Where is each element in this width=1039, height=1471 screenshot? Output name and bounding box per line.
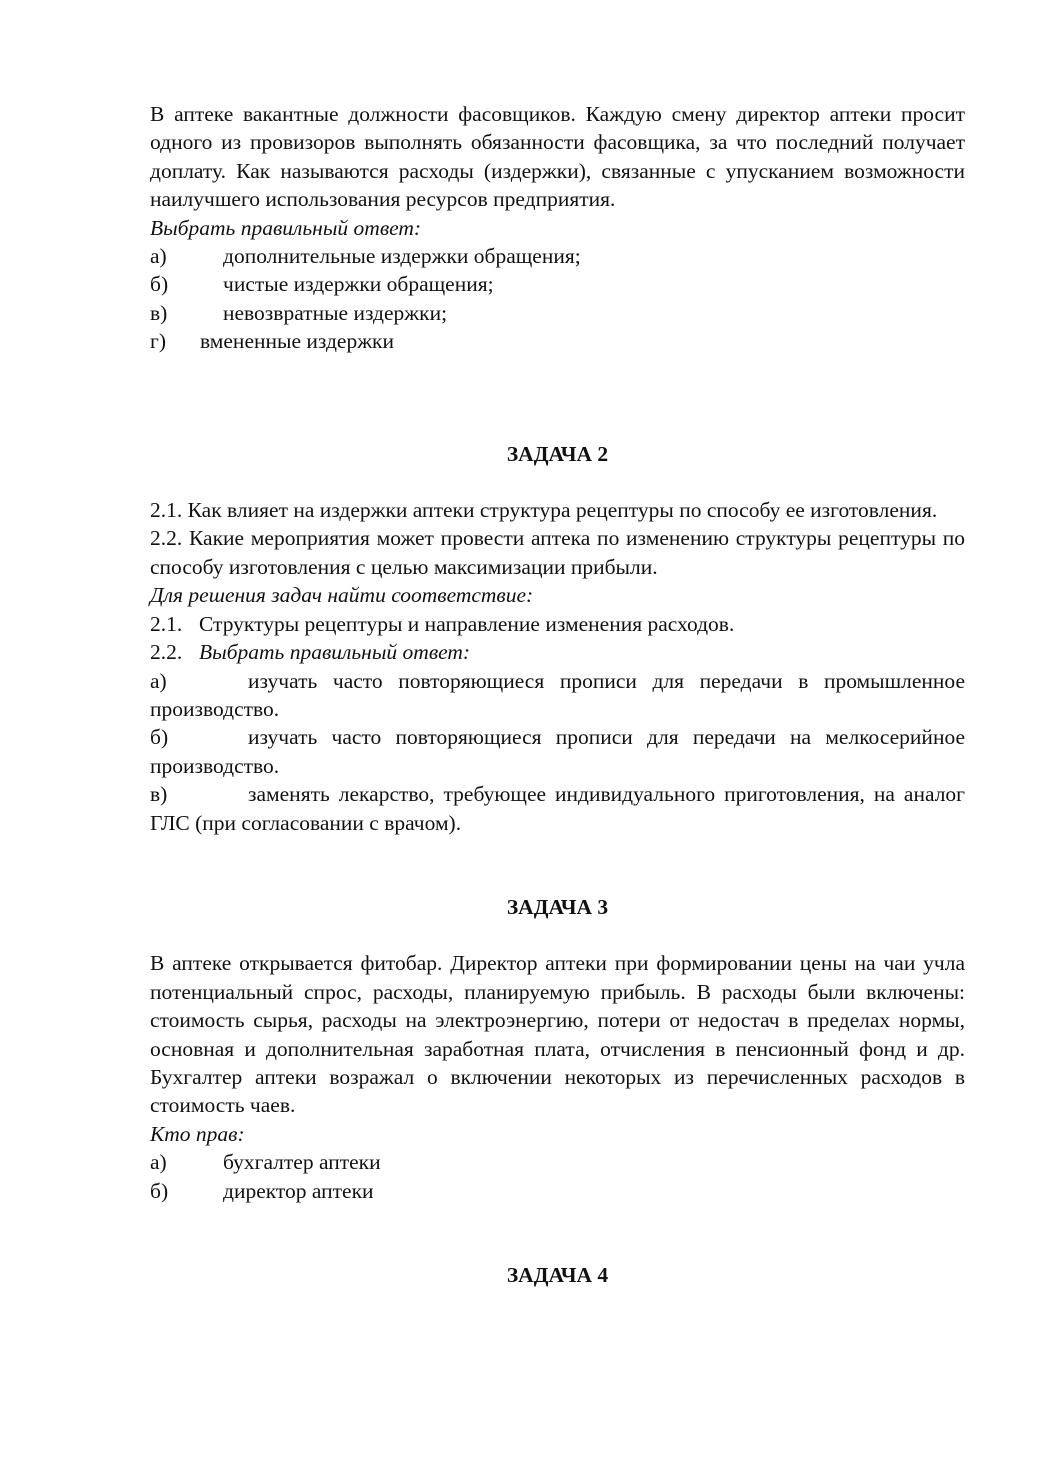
task4-heading: ЗАДАЧА 4 [506,1263,609,1287]
task3-option-a [150,1148,965,1176]
option-text: директор аптеки [223,1178,374,1203]
task2-option-a [150,667,965,724]
option-label: а) [150,244,167,269]
sub-text: Структуры рецептуры и направление изменения расходов. [199,611,735,636]
task2-heading: ЗАДАЧА 2 [506,441,609,466]
task2-option-v [150,780,965,837]
task2-sub-2 [150,638,965,666]
task3-instruction: Кто прав: [150,1121,245,1146]
option-text: чистые издержки обращения; [223,272,494,297]
option-text: вмененные издержки [200,329,395,354]
option-label: г) [150,329,166,354]
task1-instruction: Выбрать правильный ответ: [150,215,422,240]
option-label: а) [150,1150,167,1175]
option-label: б) [150,725,169,750]
task2-instruction: Для решения задач найти соответствие: [150,583,534,608]
option-label: б) [150,272,169,297]
task1-option-b [150,270,965,298]
option-text: невозвратные издержки; [223,300,448,325]
task1-option-v [150,299,965,327]
option-text: изучать часто повторяющиеся прописи для передачи в промышленное производство. [150,668,965,721]
task3-option-b [150,1177,965,1205]
task1-option-a [150,242,965,270]
task3-heading: ЗАДАЧА 3 [506,894,609,919]
task3-text: В аптеке открывается фитобар. Директор аптеки при формировании цены на чаи учла потенциальный спрос, расходы, планируемую прибыль. В расходы были включены: стоимость сырья, расходы на электроэнергию, потери от недостач в пределах нормы, основная и дополнительная заработная плата, отчисления в пенсионный фонд и др. Бухгалтер аптеки возражал о включении некоторых из перечисленных расходов в стоимость чаев. [150,951,965,1118]
option-label: в) [150,782,168,807]
option-text: бухгалтер аптеки [223,1150,381,1175]
task1-option-g [150,327,965,355]
task1-text: В аптеке вакантные должности фасовщиков. Каждую смену директор аптеки просит одного из провизоров выполнять обязанности фасовщика, за что последний получает доплату. Как называются расходы (издержки), связанные с упусканием возможности наилучшего использования ресурсов предприятия. [150,102,965,212]
task2-sub-1 [150,610,965,638]
sub-text: Выбрать правильный ответ: [199,640,471,665]
option-text: дополнительные издержки обращения; [223,244,581,269]
option-label: а) [150,668,167,693]
document-page [150,100,965,1289]
sub-label: 2.1. [150,611,183,636]
option-text: заменять лекарство, требующее индивидуального приготовления, на аналог ГЛС (при согласовании с врачом). [150,782,965,835]
option-label: б) [150,1178,169,1203]
task2-option-b [150,723,965,780]
option-text: изучать часто повторяющиеся прописи для передачи на мелкосерийное производство. [150,725,965,778]
task2-question-2: 2.2. Какие мероприятия может провести аптека по изменению структуры рецептуры по способу изготовления с целью максимизации прибыли. [150,526,965,579]
sub-label: 2.2. [150,640,183,665]
task2-question-1: 2.1. Как влияет на издержки аптеки структура рецептуры по способу ее изготовления. [150,498,938,523]
option-label: в) [150,300,168,325]
